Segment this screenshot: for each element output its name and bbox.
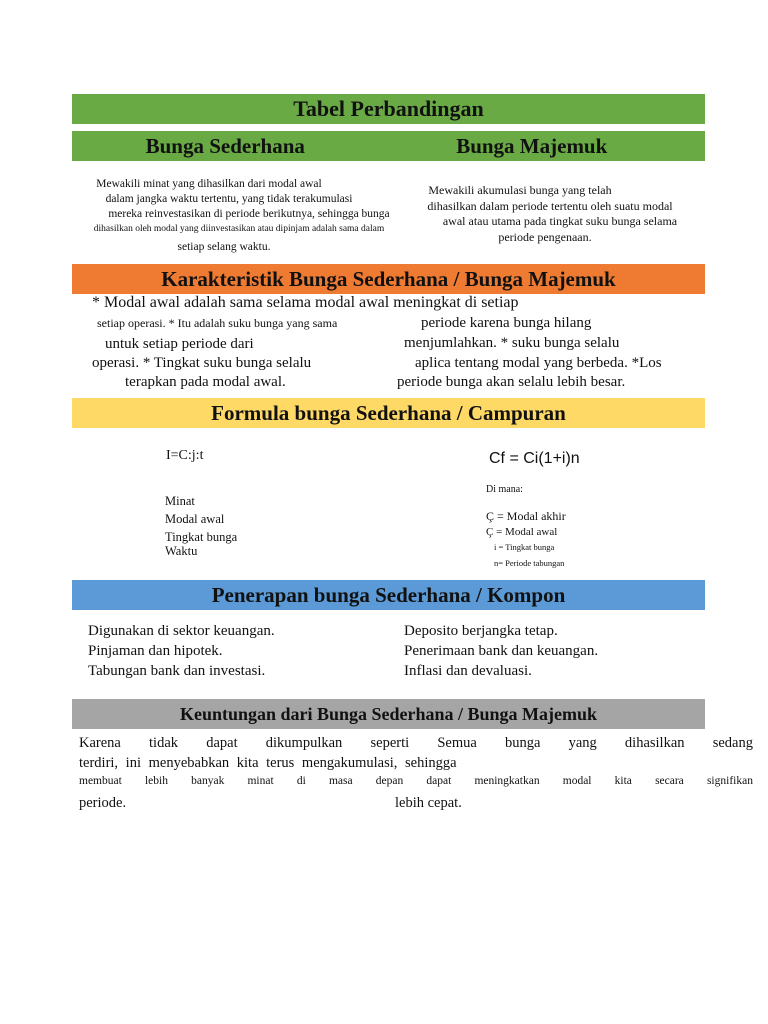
definition-compound-line: dihasilkan dalam periode tertentu oleh suatu modal — [427, 198, 673, 213]
definition-compound-line: Mewakili akumulasi bunga yang telah — [428, 183, 612, 197]
definition-simple — [76, 177, 402, 255]
advantages-line-1 — [79, 735, 753, 752]
advantages-line-4-right: lebih cepat. — [395, 795, 462, 811]
formula-heading: Formula bunga Sederhana / Campuran — [72, 398, 705, 428]
simple-term: Minat — [165, 494, 195, 508]
advantages-word: masa — [328, 775, 353, 787]
advantages-line-3 — [79, 775, 753, 787]
application-item: Pinjaman dan hipotek. — [88, 643, 223, 659]
header-simple-interest: Bunga Sederhana — [145, 134, 305, 158]
advantages-word: membuat — [79, 775, 122, 787]
application-item: Inflasi dan devaluasi. — [404, 663, 532, 679]
advantages-line-4-left: periode. — [79, 795, 127, 811]
application-item: Tabungan bank dan investasi. — [88, 663, 266, 679]
advantages-word: minat — [247, 775, 274, 787]
advantages-word: meningkatkan — [474, 775, 540, 787]
characteristics-compound-line: periode karena bunga hilang — [421, 315, 592, 331]
characteristics-compound-line: menjumlahkan. * suku bunga selalu — [404, 335, 620, 351]
advantages-word: Semua — [437, 735, 477, 751]
simple-interest-formula: I=C:j:t — [166, 448, 204, 463]
characteristics-compound-line: aplica tentang modal yang berbeda. *Los — [415, 355, 662, 371]
advantages-word: modal — [562, 775, 592, 787]
application-item: Penerimaan bank dan keuangan. — [404, 643, 599, 659]
simple-term: Tingkat bunga — [165, 530, 238, 544]
simple-term: Waktu — [165, 544, 198, 558]
advantages-word: sedang — [712, 735, 753, 751]
advantages-word: kita — [614, 775, 632, 787]
definition-compound-line: awal atau utama pada tingkat suku bunga selama — [442, 214, 678, 228]
definition-simple-line: Mewakili minat yang dihasilkan dari modal awal — [96, 178, 322, 190]
characteristics-simple-line: untuk setiap periode dari — [105, 336, 254, 352]
advantages-word: dapat — [426, 775, 452, 787]
definition-compound-line: periode pengenaan. — [498, 229, 592, 244]
advantages-word: banyak — [191, 775, 225, 787]
compound-term: Ç = Modal awal — [486, 526, 558, 538]
definition-simple-line: setiap selang waktu. — [177, 241, 271, 253]
advantages-word: tidak — [149, 735, 179, 751]
application-heading: Penerapan bunga Sederhana / Kompon — [72, 580, 705, 610]
simple-term: Modal awal — [165, 512, 225, 526]
compound-term: n= Periode tabungan — [494, 558, 565, 568]
characteristics-simple-line: terapkan pada modal awal. — [125, 374, 286, 390]
advantages-word: lebih — [144, 775, 168, 787]
advantages-word: dihasilkan — [624, 735, 685, 751]
formula-where-label: Di mana: — [486, 484, 523, 495]
characteristics-simple-line: operasi. * Tingkat suku bunga selalu — [92, 355, 312, 371]
advantages-word: di — [296, 775, 306, 787]
application-simple-list — [88, 621, 275, 681]
page-title: Tabel Perbandingan — [72, 94, 705, 124]
compound-term: i = Tingkat bunga — [494, 542, 555, 552]
characteristics-simple-line: setiap operasi. * Itu adalah suku bunga yang sama — [97, 316, 338, 330]
advantages-word: signifikan — [706, 775, 753, 787]
definition-simple-line: dalam jangka waktu tertentu, yang tidak terakumulasi — [105, 193, 353, 205]
application-item: Deposito berjangka tetap. — [404, 623, 558, 639]
definition-simple-line: dihasilkan oleh modal yang diinvestasikan atau dipinjam adalah sama dalam — [93, 224, 385, 234]
advantages-word: yang — [568, 735, 597, 751]
column-headers — [72, 131, 705, 161]
advantages-word: bunga — [504, 735, 541, 751]
header-compound-interest: Bunga Majemuk — [456, 134, 608, 158]
advantages-word: Karena — [79, 735, 121, 751]
advantages-line-2: terdiri, ini menyebabkan kita terus mengakumulasi, sehingga — [79, 755, 457, 771]
advantages-word: seperti — [370, 735, 410, 751]
advantages-word: dapat — [206, 735, 238, 751]
advantages-word: depan — [375, 775, 404, 787]
simple-interest-terms — [165, 492, 237, 560]
application-compound-list — [404, 621, 598, 681]
advantages-word: secara — [655, 775, 684, 787]
compound-term: Ç = Modal akhir — [486, 509, 566, 523]
compound-interest-formula: Cf = Ci(1+i)n — [489, 450, 580, 467]
definition-simple-line: mereka reinvestasikan di periode berikutnya, sehingga bunga — [108, 208, 390, 220]
characteristics-compound-line: periode bunga akan selalu lebih besar. — [397, 374, 626, 390]
application-item: Digunakan di sektor keuangan. — [88, 623, 275, 639]
advantages-word: dikumpulkan — [265, 735, 343, 751]
advantages-heading: Keuntungan dari Bunga Sederhana / Bunga Majemuk — [72, 699, 705, 729]
characteristics-line: * Modal awal adalah sama selama modal awal meningkat di setiap — [92, 294, 519, 311]
definition-compound — [400, 183, 700, 245]
characteristics-heading: Karakteristik Bunga Sederhana / Bunga Majemuk — [72, 264, 705, 294]
